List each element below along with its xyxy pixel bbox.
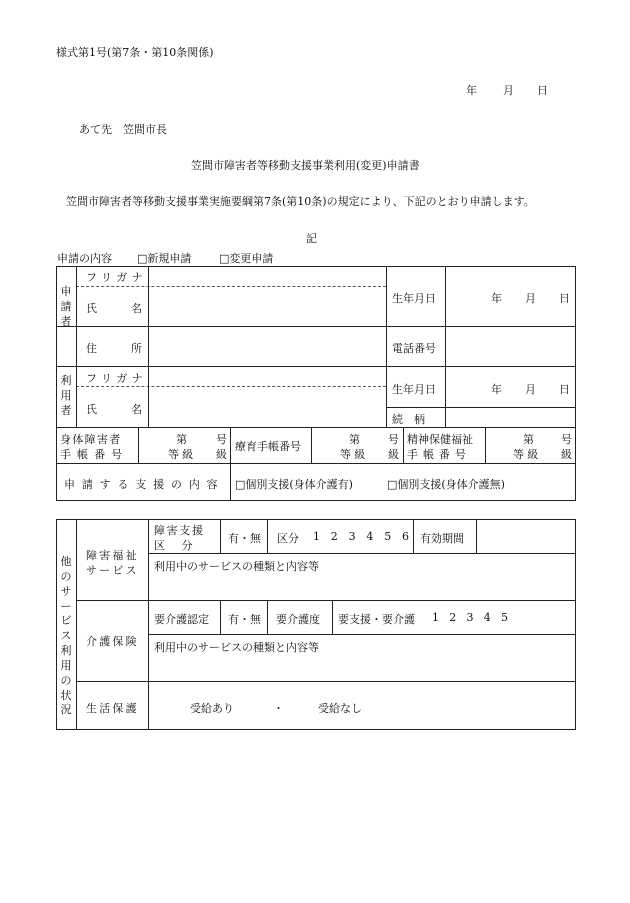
ryoiku-handbook-label: 療育手帳番号: [235, 440, 301, 453]
new-application-checkbox[interactable]: □新規申請: [137, 252, 192, 265]
support-category-label-1: 障害支援: [154, 524, 205, 537]
applicant-birth-day: 日: [559, 292, 570, 305]
applicant-name-label: 氏 名: [86, 302, 142, 315]
receiving-option[interactable]: 受給あり: [190, 702, 234, 715]
date-month-label: 月: [503, 84, 514, 97]
applicant-furigana-label: フリガナ: [86, 271, 148, 284]
care-usage-detail-field[interactable]: [150, 653, 574, 680]
other-services-vertical-label: 他 の サ ー ビ ス 利 用 の 状 況: [60, 555, 72, 717]
user-birth-day: 日: [559, 383, 570, 396]
livelihood-protection-label: 生活保護: [86, 702, 139, 715]
user-relation-field[interactable]: [447, 408, 574, 426]
mental-handbook-label-2: 手帳番号: [407, 448, 471, 461]
physical-grade-suffix: 級: [216, 448, 227, 461]
physical-number-suffix: 号: [216, 433, 227, 446]
applicant-birth-label: 生年月日: [392, 292, 436, 305]
kubun-option-3[interactable]: 3: [348, 530, 356, 543]
care-certification-yes-no[interactable]: 有・無: [228, 613, 261, 626]
user-vertical-label: 利 用 者: [60, 374, 72, 417]
applicant-phone-label: 電話番号: [392, 342, 436, 355]
support-content-label: 申請する支援の内容: [64, 478, 225, 491]
ryoiku-number-suffix: 号: [388, 433, 399, 446]
user-relation-label: 続 柄: [392, 413, 425, 426]
date-year-label: 年: [466, 84, 477, 97]
care-level-option-2[interactable]: 2: [449, 611, 457, 624]
care-certification-label: 要介護認定: [154, 613, 209, 626]
not-receiving-option[interactable]: 受給なし: [318, 702, 362, 715]
addressee: あて先 笠間市長: [79, 123, 167, 136]
ryoiku-number-prefix: 第: [349, 433, 360, 446]
applicant-address-label: 住 所: [86, 342, 142, 355]
user-birth-year: 年: [491, 383, 502, 396]
applicant-birth-month: 月: [525, 292, 536, 305]
applicant-birth-year: 年: [491, 292, 502, 305]
care-level-options: [432, 611, 508, 624]
welfare-usage-detail-field[interactable]: [150, 572, 574, 599]
applicant-furigana-field[interactable]: [150, 267, 385, 285]
user-furigana-label: フリガナ: [86, 372, 148, 385]
physical-number-prefix: 第: [176, 433, 187, 446]
kubun-option-4[interactable]: 4: [366, 530, 374, 543]
request-label: 申請の内容: [57, 252, 112, 265]
valid-period-field[interactable]: [478, 520, 574, 552]
care-level-option-3[interactable]: 3: [466, 611, 474, 624]
care-usage-detail-label: 利用中のサービスの種類と内容等: [154, 641, 319, 654]
mental-grade-label: 等級: [513, 448, 542, 461]
kubun-options: [313, 530, 409, 543]
kubun-label: 区分: [277, 532, 299, 545]
welfare-service-label-2: サービス: [86, 564, 139, 577]
physical-handbook-label-2: 手帳番号: [60, 448, 129, 461]
care-level-option-5[interactable]: 5: [501, 611, 508, 624]
mental-handbook-label-1: 精神保健福祉: [407, 433, 473, 446]
care-level-label: 要介護度: [276, 613, 320, 626]
ki-label: 記: [306, 232, 317, 245]
support-category-yes-no[interactable]: 有・無: [228, 532, 261, 545]
kubun-option-5[interactable]: 5: [384, 530, 392, 543]
applicant-name-field[interactable]: [150, 288, 385, 325]
physical-grade-label: 等級: [168, 448, 197, 461]
statement: 笠間市障害者等移動支援事業実施要綱第7条(第10条)の規定により、下記のとおり申請します。: [66, 195, 535, 208]
support-option-with-care[interactable]: □個別支援(身体介護有): [235, 478, 353, 491]
change-application-checkbox[interactable]: □変更申請: [219, 252, 274, 265]
user-name-field[interactable]: [150, 388, 385, 426]
care-insurance-label: 介護保険: [86, 635, 139, 648]
user-birth-month: 月: [525, 383, 536, 396]
support-option-without-care[interactable]: □個別支援(身体介護無): [387, 478, 505, 491]
kubun-option-2[interactable]: 2: [330, 530, 338, 543]
date-day-label: 日: [537, 84, 548, 97]
kubun-option-1[interactable]: 1: [313, 530, 320, 543]
user-furigana-field[interactable]: [150, 367, 385, 385]
physical-handbook-label-1: 身体障害者: [60, 433, 122, 446]
ryoiku-grade-suffix: 級: [388, 448, 399, 461]
mental-number-suffix: 号: [561, 433, 572, 446]
valid-period-label: 有効期間: [420, 532, 464, 545]
user-name-label: 氏 名: [86, 403, 142, 416]
applicant-address-field[interactable]: [150, 327, 385, 365]
kubun-option-6[interactable]: 6: [401, 530, 409, 543]
welfare-usage-detail-label: 利用中のサービスの種類と内容等: [154, 560, 319, 573]
welfare-service-label-1: 障害福祉: [86, 549, 139, 562]
mental-number-prefix: 第: [523, 433, 534, 446]
user-birth-label: 生年月日: [392, 383, 436, 396]
applicant-vertical-label: 申 請 者: [60, 285, 72, 328]
form-title: 笠間市障害者等移動支援事業利用(変更)申請書: [191, 159, 420, 172]
care-level-option-1[interactable]: 1: [432, 611, 439, 624]
form-number: 様式第1号(第7条・第10条関係): [56, 46, 214, 59]
care-level-option-4[interactable]: 4: [483, 611, 491, 624]
receiving-separator: ・: [273, 702, 284, 715]
mental-grade-suffix: 級: [561, 448, 572, 461]
ryoiku-grade-label: 等級: [340, 448, 369, 461]
care-level-options-label: 要支援・要介護: [338, 613, 415, 626]
applicant-phone-field[interactable]: [447, 327, 574, 365]
support-category-label-2: 区 分: [154, 539, 196, 552]
